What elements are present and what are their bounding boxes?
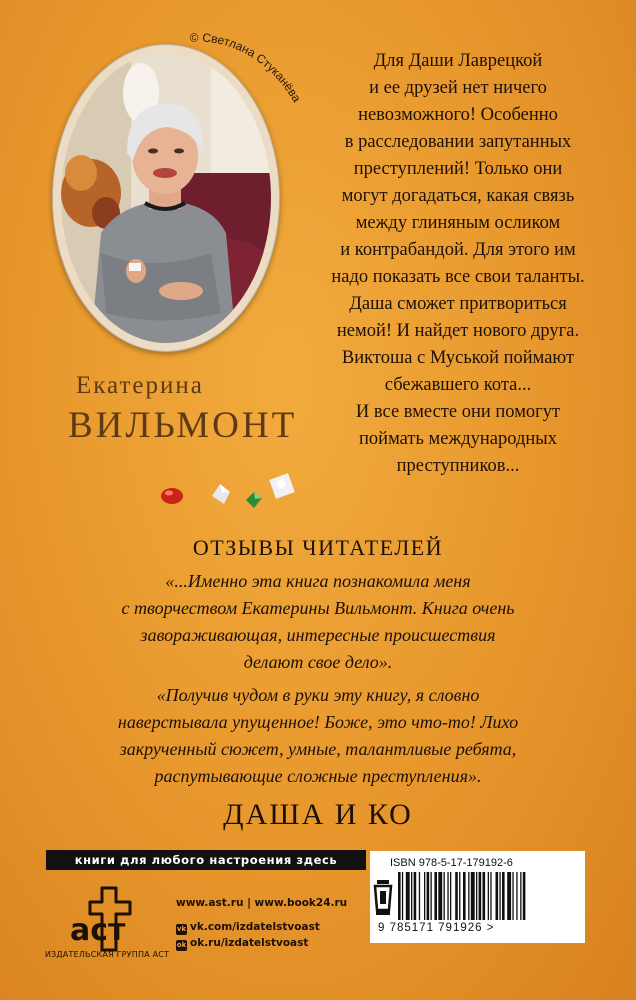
lantern-icon <box>372 878 394 918</box>
ok-link[interactable] <box>176 937 308 951</box>
vk-link[interactable] <box>176 921 320 935</box>
series-title: ДАША И КО <box>223 798 413 831</box>
publisher-sites[interactable]: www.ast.ru | www.book24.ru <box>176 897 348 909</box>
annotation-line: между глиняным осликом <box>355 213 561 233</box>
annotation-line: в расследовании запутанных <box>344 132 572 152</box>
annotation-line: И все вместе они помогут <box>355 402 561 422</box>
publisher-label: ИЗДАТЕЛЬСКАЯ ГРУППА АСТ <box>44 950 170 959</box>
vk-link-text: vk.com/izdatelstvoast <box>190 921 320 933</box>
gems-decoration <box>150 466 310 514</box>
reviews-title: ОТЗЫВЫ ЧИТАТЕЛЕЙ <box>192 535 444 560</box>
review-line: закрученный сюжет, умные, талантливые ребята, <box>119 739 517 759</box>
annotation-line: невозможного! Особенно <box>358 105 558 125</box>
annotation-line: и контрабандой. Для этого им <box>340 240 576 260</box>
annotation-line: немой! И найдет нового друга. <box>336 321 580 341</box>
ok-icon: ok <box>176 941 187 949</box>
annotation-line: преступников... <box>396 456 520 476</box>
annotation-line: Даша сможет притвориться <box>349 294 567 314</box>
book-annotation <box>300 48 616 480</box>
barcode-digits: 9 785171 791926 > <box>378 922 495 934</box>
author-first-name: Екатерина <box>76 372 204 399</box>
annotation-line: сбежавшего кота... <box>384 375 532 395</box>
svg-text:© Светлана Стуканёва: © Светлана Стуканёва <box>189 30 304 105</box>
review-quote <box>30 682 606 790</box>
review-line: с творчеством Екатерины Вильмонт. Книга очень <box>121 598 515 618</box>
review-quote <box>30 568 606 676</box>
review-line: делают свое дело». <box>243 652 393 672</box>
emerald-icon <box>246 492 262 508</box>
annotation-line: Для Даши Лаврецкой <box>373 51 543 71</box>
ok-link-text: ok.ru/izdatelstvoast <box>190 937 309 949</box>
review-line: завораживающая, интересные происшествия <box>140 625 496 645</box>
ruby-icon <box>161 488 183 504</box>
isbn-text: ISBN 978-5-17-179192-6 <box>390 857 513 869</box>
annotation-line: надо показать все свои таланты. <box>331 267 585 287</box>
review-line: «...Именно эта книга познакомила меня <box>165 571 471 591</box>
annotation-line: поймать международных <box>359 429 557 449</box>
slogan-bar: книги для любого настроения здесь <box>46 850 366 870</box>
annotation-line: преступлений! Только они <box>353 159 563 179</box>
review-line: распутывающие сложные преступления». <box>154 766 482 786</box>
vk-icon: vk <box>176 925 187 933</box>
author-last-name: ВИЛЬМОНТ <box>68 405 298 446</box>
review-line: «Получив чудом в руки эту книгу, я словно <box>156 685 480 705</box>
review-line: наверстывала упущенное! Боже, это что-то! Лихо <box>117 712 519 732</box>
annotation-line: и ее друзей нет ничего <box>369 78 547 98</box>
annotation-line: могут догадаться, какая связь <box>341 186 575 206</box>
svg-text:аст: аст <box>70 913 126 948</box>
annotation-line: Виктоша с Муськой поймают <box>341 348 575 368</box>
barcode <box>396 872 574 922</box>
